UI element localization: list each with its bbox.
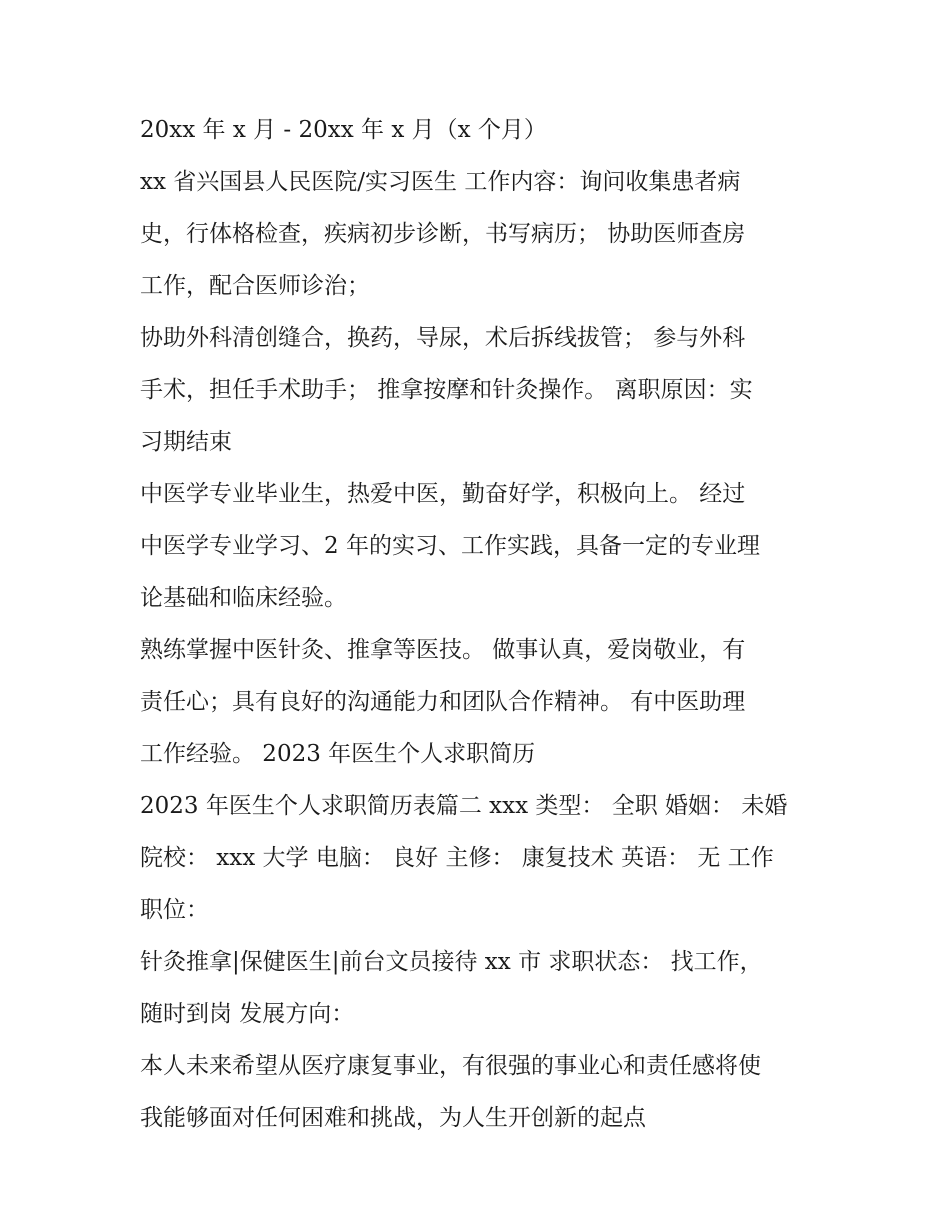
text-line: 院校： xxx 大学 电脑： 良好 主修： 康复技术 英语： 无 工作 [140, 845, 774, 871]
text-line: 手术，担任手术助手； 推拿按摩和针灸操作。 离职原因：实 [140, 377, 753, 403]
text-line: 职位： [140, 897, 209, 923]
text-line: 2023 年医生个人求职简历表篇二 xxx 类型： 全职 婚姻： 未婚 [140, 793, 788, 819]
text-line: 随时到岗 发展方向： [140, 1001, 355, 1027]
text-line: 工作经验。 2023 年医生个人求职简历 [140, 741, 536, 767]
text-line: 我能够面对任何困难和挑战，为人生开创新的起点 [140, 1105, 646, 1131]
body-text [140, 108, 830, 1148]
text-line: 习期结束 [140, 429, 232, 455]
text-line: 熟练掌握中医针灸、推拿等医技。 做事认真，爱岗敬业，有 [140, 637, 746, 663]
text-line: 工作，配合医师诊治； [140, 273, 370, 299]
text-line: xx 省兴国县人民医院/实习医生 工作内容：询问收集患者病 [140, 169, 741, 195]
text-line: 中医学专业学习、2 年的实习、工作实践，具备一定的专业理 [140, 533, 760, 559]
text-line: 论基础和临床经验。 [140, 585, 347, 611]
text-line: 协助外科清创缝合，换药，导尿，术后拆线拔管； 参与外科 [140, 325, 746, 351]
text-line: 中医学专业毕业生，热爱中医，勤奋好学，积极向上。 经过 [140, 481, 746, 507]
text-line: 本人未来希望从医疗康复事业，有很强的事业心和责任感将使 [140, 1053, 761, 1079]
text-line: 20xx 年 x 月 - 20xx 年 x 月（x 个月） [140, 117, 547, 143]
text-line: 针灸推拿|保健医生|前台文员接待 xx 市 求职状态： 找工作， [140, 949, 763, 975]
text-line: 责任心；具有良好的沟通能力和团队合作精神。 有中医助理 [140, 689, 746, 715]
text-line: 史，行体格检查，疾病初步诊断，书写病历； 协助医师查房 [140, 221, 746, 247]
